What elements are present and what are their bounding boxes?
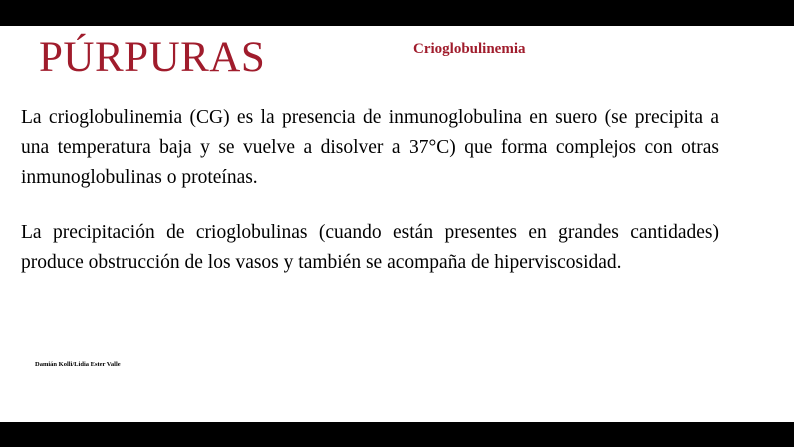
author-credit: Damián Kolli/Lidia Ester Valle: [35, 361, 121, 368]
slide-subtitle: Crioglobulinemia: [413, 41, 526, 57]
bottom-letterbox-bar: [0, 422, 794, 447]
body-paragraph-definition: La crioglobulinemia (CG) es la presencia de inmunoglobulina en suero (se precipita a una temperatura baja y se vuelve a disolver a 37°C) que forma complejos con otras inmunoglobulinas o proteínas.: [21, 107, 719, 188]
slide-title: PÚRPURAS: [39, 34, 266, 81]
top-letterbox-bar: [0, 0, 794, 26]
body-paragraph-precipitation: La precipitación de crioglobulinas (cuando están presentes en grandes cantidades) produce obstrucción de los vasos y también se acompaña de hiperviscosidad.: [21, 222, 719, 273]
